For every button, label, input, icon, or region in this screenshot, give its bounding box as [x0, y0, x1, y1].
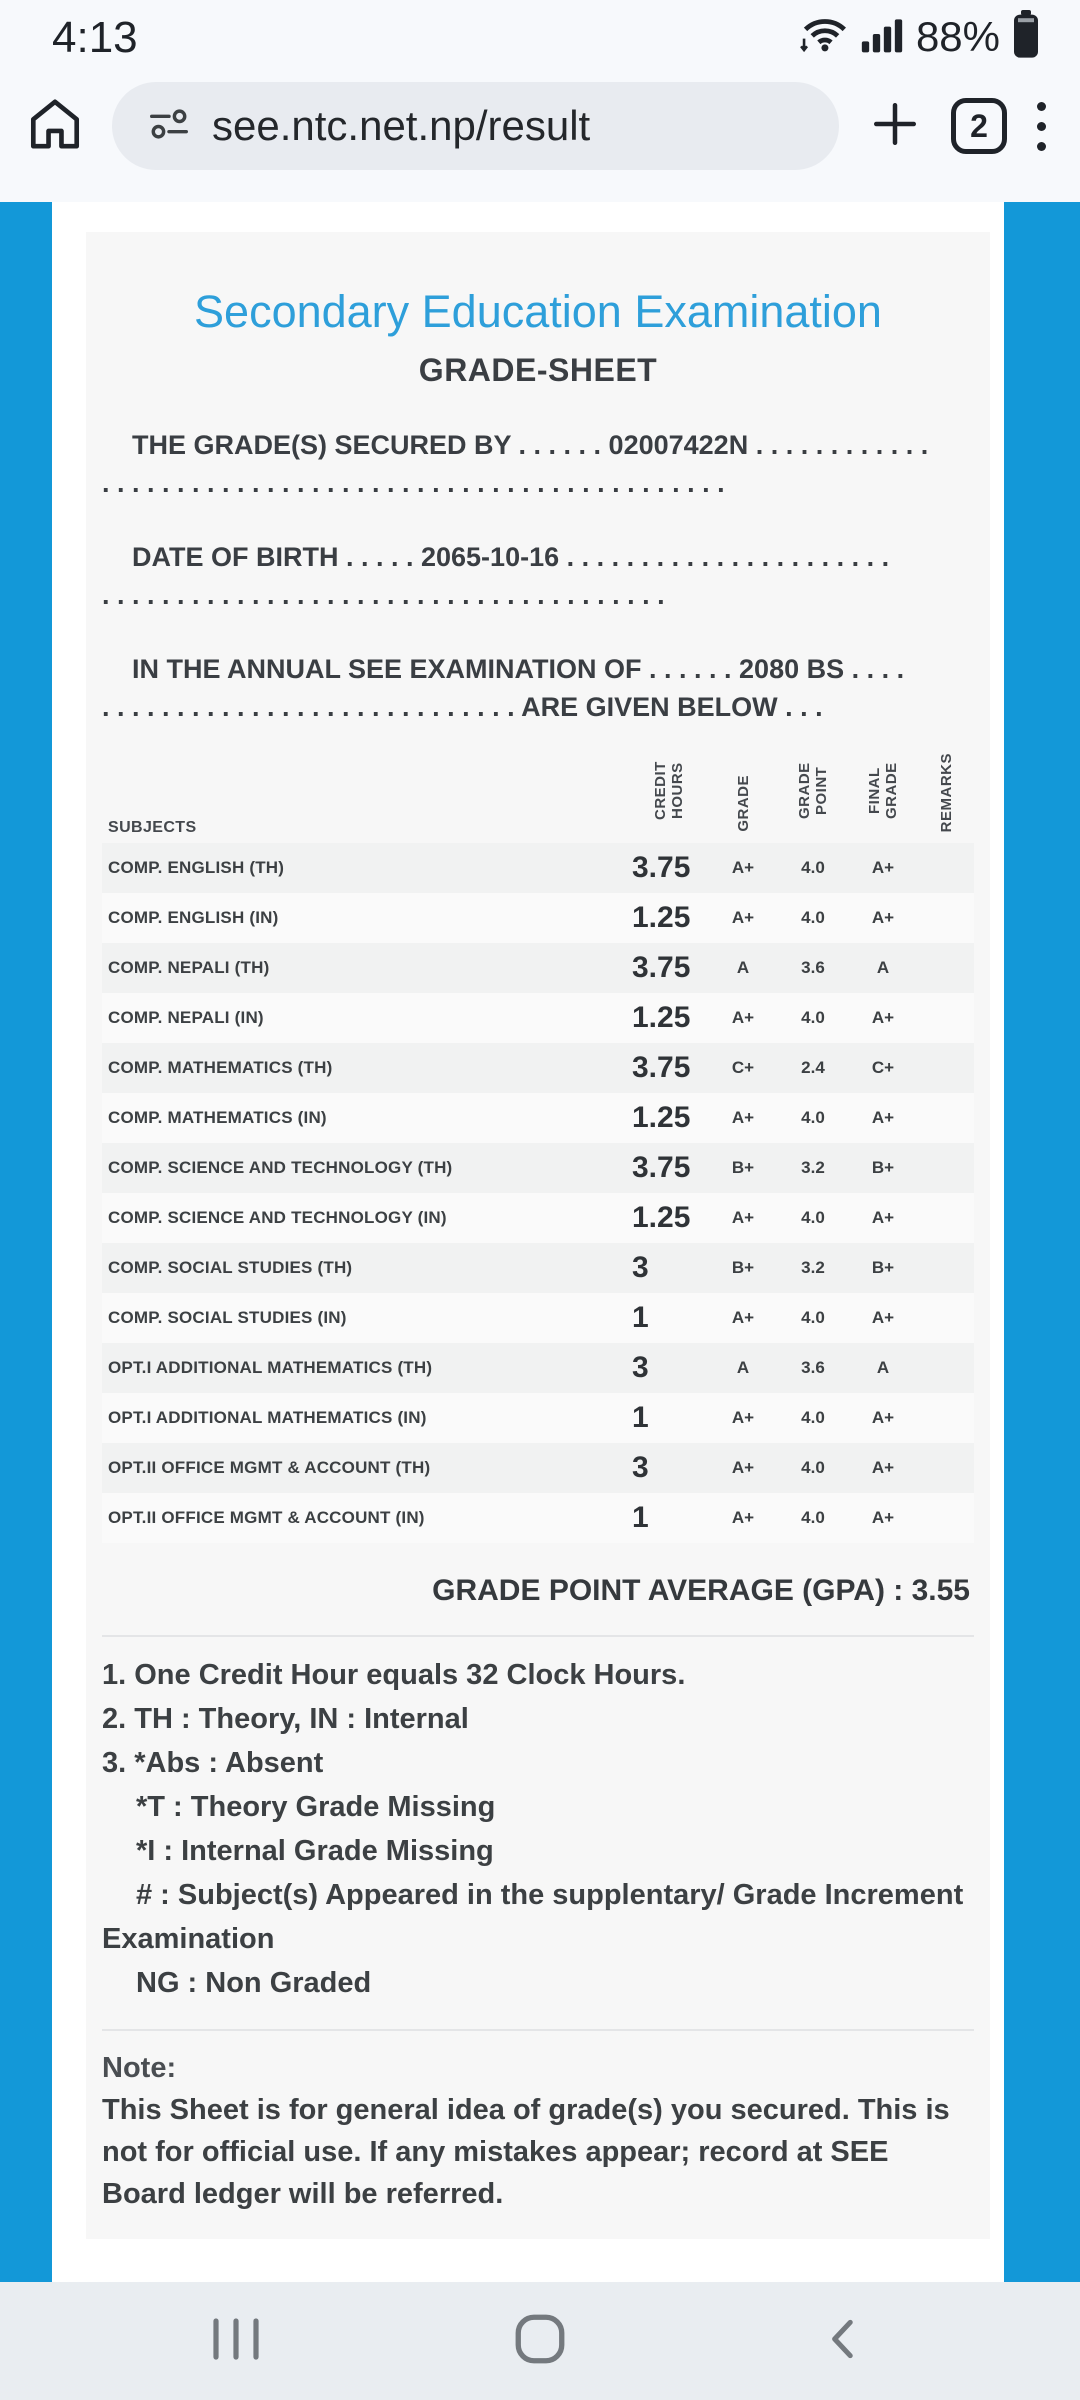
cell-final: C+	[871, 1058, 895, 1077]
footnote-line: NG : Non Graded	[136, 1967, 372, 1999]
cell-remarks	[918, 843, 974, 893]
table-row	[102, 893, 974, 943]
col-header-final-grade: FINAL GRADE	[866, 762, 900, 820]
gpa-line: GRADE POINT AVERAGE (GPA) : 3.55	[432, 1574, 970, 1607]
url-text: see.ntc.net.np/result	[212, 102, 591, 149]
cell-point: 3.6	[801, 1358, 825, 1377]
footnote-line: # : Subject(s) Appeared in the supplentary/ Grade Increment Examination	[102, 1879, 964, 1955]
col-header-grade: GRADE	[734, 775, 752, 832]
divider	[102, 2029, 974, 2031]
cell-final: A	[876, 958, 890, 977]
tab-switcher-icon	[951, 98, 1007, 154]
cell-credit: 3.75	[632, 1051, 691, 1084]
cell-final: A+	[871, 1008, 895, 1027]
home-nav-button[interactable]	[507, 2308, 573, 2374]
col-header-grade-point: GRADE POINT	[796, 762, 830, 820]
dob-paragraph	[102, 538, 974, 614]
exam-paragraph	[102, 650, 974, 726]
cell-subject: COMP. SCIENCE AND TECHNOLOGY (IN)	[108, 1208, 447, 1227]
exam-line: IN THE ANNUAL SEE EXAMINATION OF . . . . . . 2080 BS . . . .	[132, 654, 905, 684]
cell-subject: OPT.II OFFICE MGMT & ACCOUNT (TH)	[108, 1458, 431, 1477]
cell-final: A+	[871, 1108, 895, 1127]
secured-by-line: THE GRADE(S) SECURED BY . . . . . . 02007422N . . . . . . . . . . . .	[132, 430, 929, 460]
table-row	[102, 993, 974, 1043]
cell-point: 4.0	[801, 1458, 825, 1477]
cell-final: B+	[871, 1158, 895, 1177]
grade-table-body	[102, 843, 974, 1543]
cell-remarks	[918, 893, 974, 943]
cell-final: B+	[871, 1258, 895, 1277]
divider	[102, 1635, 974, 1637]
exam-dots: . . . . . . . . . . . . . . . . . . . . . . . . . . . . ARE GIVEN BELOW . . .	[102, 692, 823, 722]
cell-final: A	[876, 1358, 890, 1377]
webpage	[52, 202, 1004, 2282]
footnote-line: 3. *Abs : Absent	[102, 1747, 324, 1779]
recents-button[interactable]	[203, 2308, 269, 2374]
browser-menu-button[interactable]	[1033, 98, 1050, 155]
cell-grade: A+	[731, 858, 755, 877]
cell-grade: C+	[731, 1058, 755, 1077]
home-icon	[24, 93, 86, 160]
cell-remarks	[918, 1343, 974, 1393]
cell-grade: A	[736, 1358, 750, 1377]
browser-viewport	[0, 202, 1080, 2282]
cell-remarks	[918, 1193, 974, 1243]
cell-remarks	[918, 1243, 974, 1293]
cell-point: 3.2	[801, 1258, 825, 1277]
cell-remarks	[918, 1093, 974, 1143]
page-title: Secondary Education Examination	[194, 286, 882, 337]
cell-credit: 3	[632, 1251, 649, 1284]
footnotes	[102, 1653, 974, 2005]
new-tab-icon	[865, 94, 925, 159]
browser-toolbar	[0, 64, 1080, 202]
table-row	[102, 1043, 974, 1093]
cell-grade: A+	[731, 1208, 755, 1227]
battery-icon	[1012, 9, 1040, 64]
cell-subject: COMP. ENGLISH (TH)	[108, 858, 285, 877]
cell-grade: A+	[731, 1308, 755, 1327]
cell-point: 4.0	[801, 1008, 825, 1027]
cell-point: 4.0	[801, 858, 825, 877]
cell-subject: COMP. NEPALI (TH)	[108, 958, 270, 977]
grade-table	[102, 750, 974, 1543]
cell-point: 4.0	[801, 1108, 825, 1127]
cell-credit: 3.75	[632, 951, 691, 984]
table-row	[102, 1193, 974, 1243]
battery-percent: 88%	[915, 12, 1000, 60]
cell-subject: COMP. NEPALI (IN)	[108, 1008, 264, 1027]
back-button[interactable]	[811, 2308, 877, 2374]
cell-remarks	[918, 1143, 974, 1193]
cell-credit: 3	[632, 1351, 649, 1384]
table-row	[102, 1143, 974, 1193]
cell-credit: 1	[632, 1401, 649, 1434]
cell-credit: 1.25	[632, 1001, 691, 1034]
grade-sheet-card	[86, 232, 990, 2239]
secured-by-dots: . . . . . . . . . . . . . . . . . . . . . . . . . . . . . . . . . . . . . . . . . .	[102, 468, 725, 498]
cell-point: 4.0	[801, 1308, 825, 1327]
cell-point: 4.0	[801, 1508, 825, 1527]
footnote-line: 2. TH : Theory, IN : Internal	[102, 1703, 469, 1735]
cell-point: 3.6	[801, 958, 825, 977]
table-row	[102, 1393, 974, 1443]
cell-subject: COMP. MATHEMATICS (IN)	[108, 1108, 327, 1127]
cell-credit: 1.25	[632, 901, 691, 934]
footnote-line: *T : Theory Grade Missing	[136, 1791, 496, 1823]
cell-subject: COMP. SOCIAL STUDIES (IN)	[108, 1308, 347, 1327]
cell-subject: COMP. ENGLISH (IN)	[108, 908, 279, 927]
home-button[interactable]	[24, 93, 86, 160]
cell-credit: 3	[632, 1451, 649, 1484]
cell-grade: A+	[731, 1108, 755, 1127]
table-row	[102, 1293, 974, 1343]
recents-icon	[204, 2315, 268, 2368]
cell-subject: OPT.I ADDITIONAL MATHEMATICS (TH)	[108, 1358, 433, 1377]
cell-credit: 1	[632, 1301, 649, 1334]
table-row	[102, 943, 974, 993]
status-icons	[800, 9, 1040, 64]
table-row	[102, 1493, 974, 1543]
cell-point: 4.0	[801, 1408, 825, 1427]
table-row	[102, 1343, 974, 1393]
cell-subject: COMP. SOCIAL STUDIES (TH)	[108, 1258, 353, 1277]
cell-point: 2.4	[801, 1058, 825, 1077]
cell-remarks	[918, 943, 974, 993]
cell-credit: 1	[632, 1501, 649, 1534]
cell-subject: COMP. MATHEMATICS (TH)	[108, 1058, 333, 1077]
cell-remarks	[918, 993, 974, 1043]
note-label: Note:	[102, 2052, 177, 2084]
cell-subject: COMP. SCIENCE AND TECHNOLOGY (TH)	[108, 1158, 453, 1177]
tab-switcher-button[interactable]	[951, 98, 1007, 154]
footnote-line: 1. One Credit Hour equals 32 Clock Hours.	[102, 1659, 686, 1691]
back-icon	[819, 2314, 869, 2369]
page-subtitle: GRADE-SHEET	[418, 352, 658, 388]
cell-final: A+	[871, 1458, 895, 1477]
col-header-remarks: REMARKS	[937, 752, 955, 832]
col-header-subjects: SUBJECTS	[108, 819, 197, 836]
cell-grade: A+	[731, 1458, 755, 1477]
signal-icon	[860, 12, 904, 61]
cell-credit: 1.25	[632, 1101, 691, 1134]
cell-grade: B+	[731, 1258, 755, 1277]
wifi-icon	[800, 13, 848, 60]
menu-icon	[1033, 98, 1050, 155]
cell-remarks	[918, 1443, 974, 1493]
cell-grade: A	[736, 958, 750, 977]
dob-dots: . . . . . . . . . . . . . . . . . . . . . . . . . . . . . . . . . . . . . .	[102, 580, 665, 610]
url-bar[interactable]	[112, 82, 839, 170]
new-tab-button[interactable]	[865, 94, 925, 159]
cell-grade: A+	[731, 1508, 755, 1527]
tab-count: 2	[970, 107, 988, 144]
cell-grade: A+	[731, 908, 755, 927]
cell-credit: 3.75	[632, 851, 691, 884]
cell-credit: 3.75	[632, 1151, 691, 1184]
cell-final: A+	[871, 1208, 895, 1227]
cell-remarks	[918, 1043, 974, 1093]
cell-point: 3.2	[801, 1158, 825, 1177]
grade-table-header	[102, 750, 974, 843]
table-row	[102, 1443, 974, 1493]
table-row	[102, 843, 974, 893]
cell-grade: A+	[731, 1008, 755, 1027]
status-time: 4:13	[52, 13, 138, 62]
secured-by-paragraph	[102, 426, 974, 502]
col-header-credit-hours: CREDIT HOURS	[652, 761, 686, 821]
cell-credit: 1.25	[632, 1201, 691, 1234]
cell-point: 4.0	[801, 908, 825, 927]
cell-final: A+	[871, 858, 895, 877]
cell-remarks	[918, 1393, 974, 1443]
home-nav-icon	[511, 2310, 569, 2373]
status-bar	[0, 0, 1080, 64]
dob-line: DATE OF BIRTH . . . . . 2065-10-16 . . . . . . . . . . . . . . . . . . . . . .	[132, 542, 890, 572]
cell-final: A+	[871, 1508, 895, 1527]
cell-subject: OPT.II OFFICE MGMT & ACCOUNT (IN)	[108, 1508, 425, 1527]
cell-remarks	[918, 1493, 974, 1543]
cell-final: A+	[871, 1408, 895, 1427]
note-body: This Sheet is for general idea of grade(s) you secured. This is not for official use. If any mistakes appear; record at SEE Board ledger will be referred.	[102, 2094, 950, 2210]
table-row	[102, 1093, 974, 1143]
footnote-line: *I : Internal Grade Missing	[136, 1835, 494, 1867]
cell-grade: A+	[731, 1408, 755, 1427]
cell-final: A+	[871, 908, 895, 927]
cell-grade: B+	[731, 1158, 755, 1177]
cell-point: 4.0	[801, 1208, 825, 1227]
cell-remarks	[918, 1293, 974, 1343]
table-row	[102, 1243, 974, 1293]
system-nav-bar	[0, 2282, 1080, 2400]
cell-subject: OPT.I ADDITIONAL MATHEMATICS (IN)	[108, 1408, 427, 1427]
site-settings-icon	[146, 101, 192, 152]
cell-final: A+	[871, 1308, 895, 1327]
